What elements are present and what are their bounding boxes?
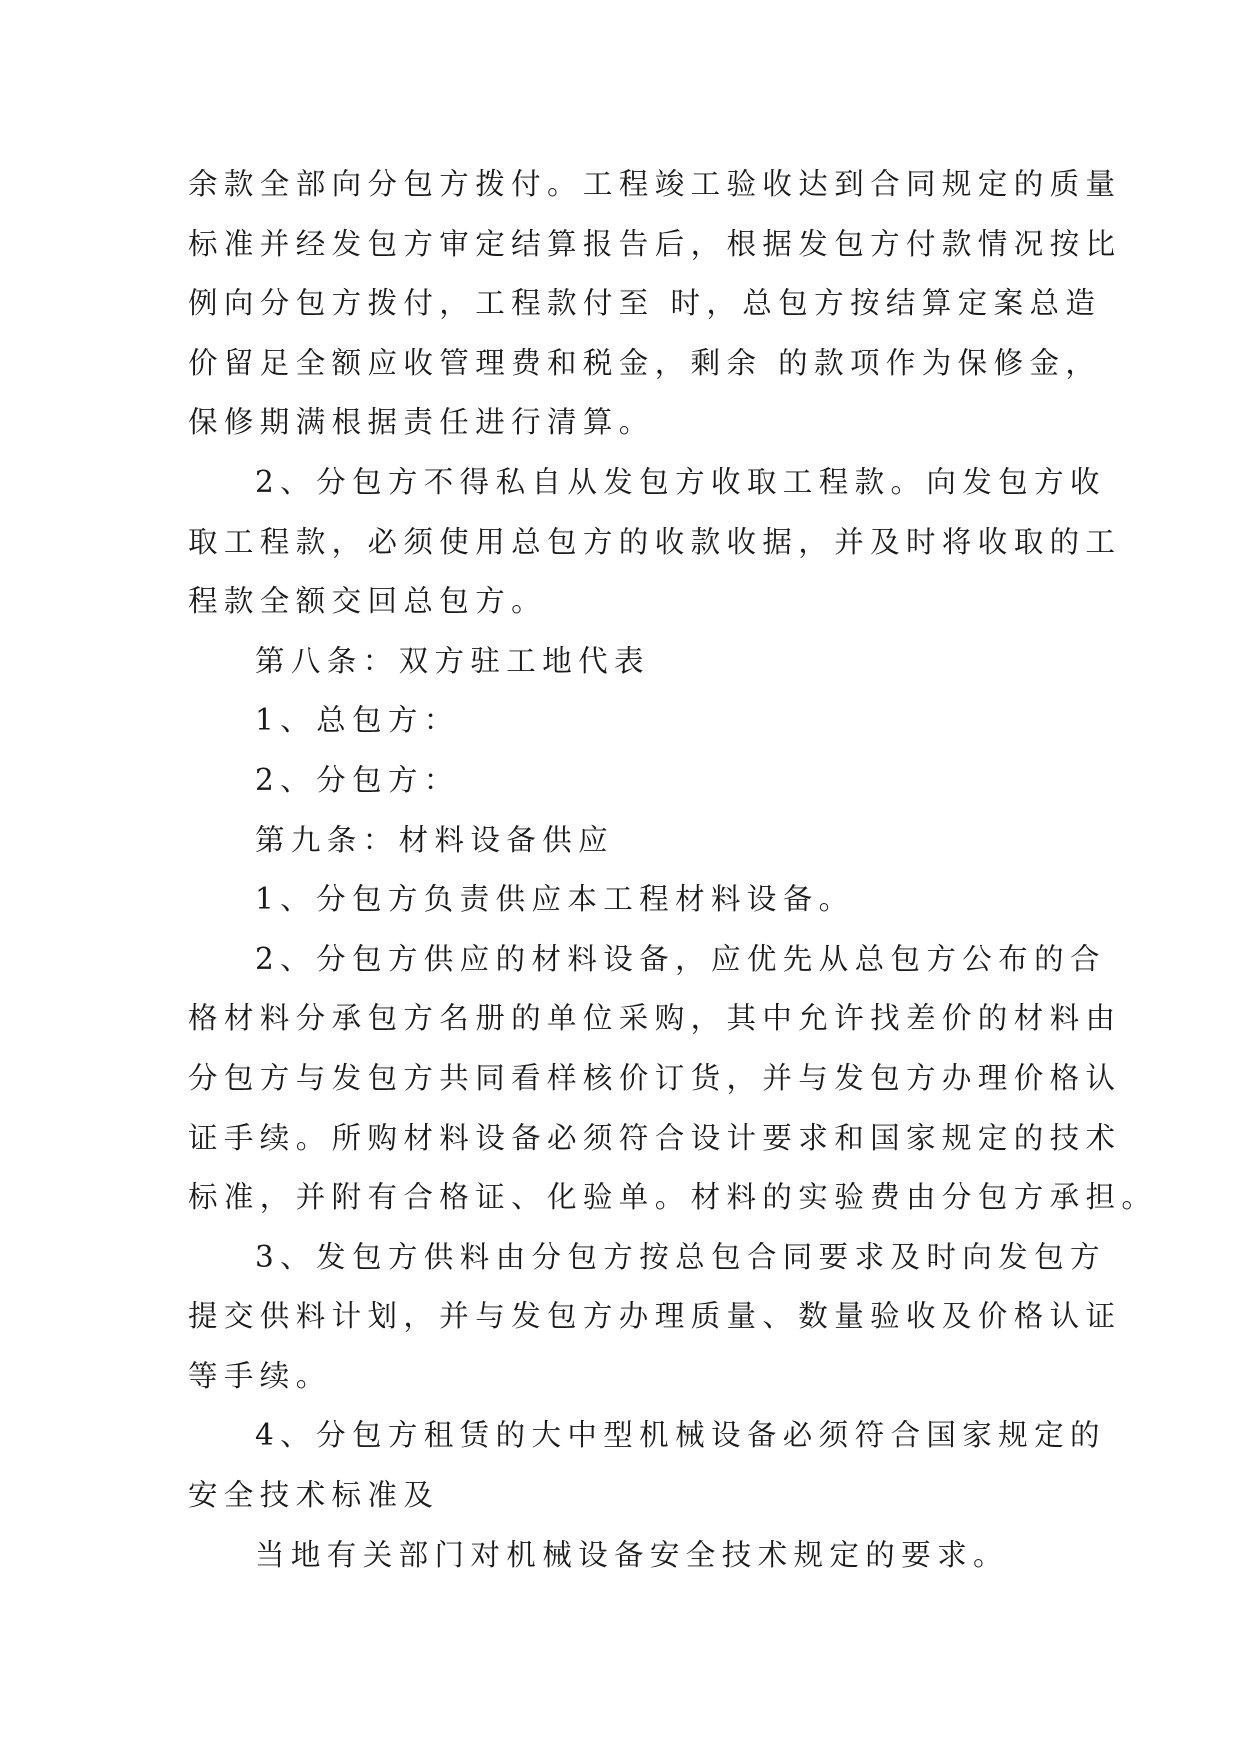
text-line: 标准并经发包方审定结算报告后，根据发包方付款情况按比 [188,226,1122,261]
text-line: 提交供料计划，并与发包方办理质量、数量验收及价格认证 [188,1299,1122,1334]
text-line: 例向分包方拨付，工程款付至 时，总包方按结算定案总造 [188,286,1102,321]
document-body [188,155,1158,1585]
text-line: 余款全部向分包方拨付。工程竣工验收达到合同规定的质量 [188,167,1122,201]
list-item: 1、总包方： [255,703,460,738]
list-item: 2、分包方： [255,762,460,797]
text-line: 证手续。所购材料设备必须符合设计要求和国家规定的技术 [188,1120,1122,1155]
text-line: 取工程款，必须使用总包方的收款收据，并及时将收取的工 [188,524,1122,559]
paragraph-start-line: 2、分包方不得私自从发包方收取工程款。向发包方收 [255,464,1106,499]
text-line: 分包方与发包方共同看样核价订货，并与发包方办理价格认 [188,1060,1122,1095]
article-heading: 第九条：材料设备供应 [255,822,615,857]
paragraph-start-line: 3、发包方供料由分包方按总包合同要求及时向发包方 [255,1239,1106,1274]
text-line: 等手续。 [188,1358,332,1393]
list-item: 1、分包方负责供应本工程材料设备。 [255,882,855,917]
text-line: 安全技术标准及 [188,1478,440,1513]
text-line: 价留足全额应收管理费和税金，剩余 的款项作为保修金， [188,345,1102,380]
paragraph-start-line: 4、分包方租赁的大中型机械设备必须符合国家规定的 [255,1418,1106,1453]
text-line: 程款全额交回总包方。 [188,584,548,619]
text-line: 保修期满根据责任进行清算。 [188,405,655,440]
article-heading: 第八条：双方驻工地代表 [255,643,650,678]
paragraph-start-line: 2、分包方供应的材料设备，应优先从总包方公布的合 [255,941,1106,976]
paragraph-start-line: 当地有关部门对机械设备安全技术规定的要求。 [255,1537,1009,1572]
text-line: 标准，并附有合格证、化验单。材料的实验费由分包方承担。 [188,1180,1158,1215]
text-line: 格材料分承包方名册的单位采购，其中允许找差价的材料由 [188,1001,1122,1036]
